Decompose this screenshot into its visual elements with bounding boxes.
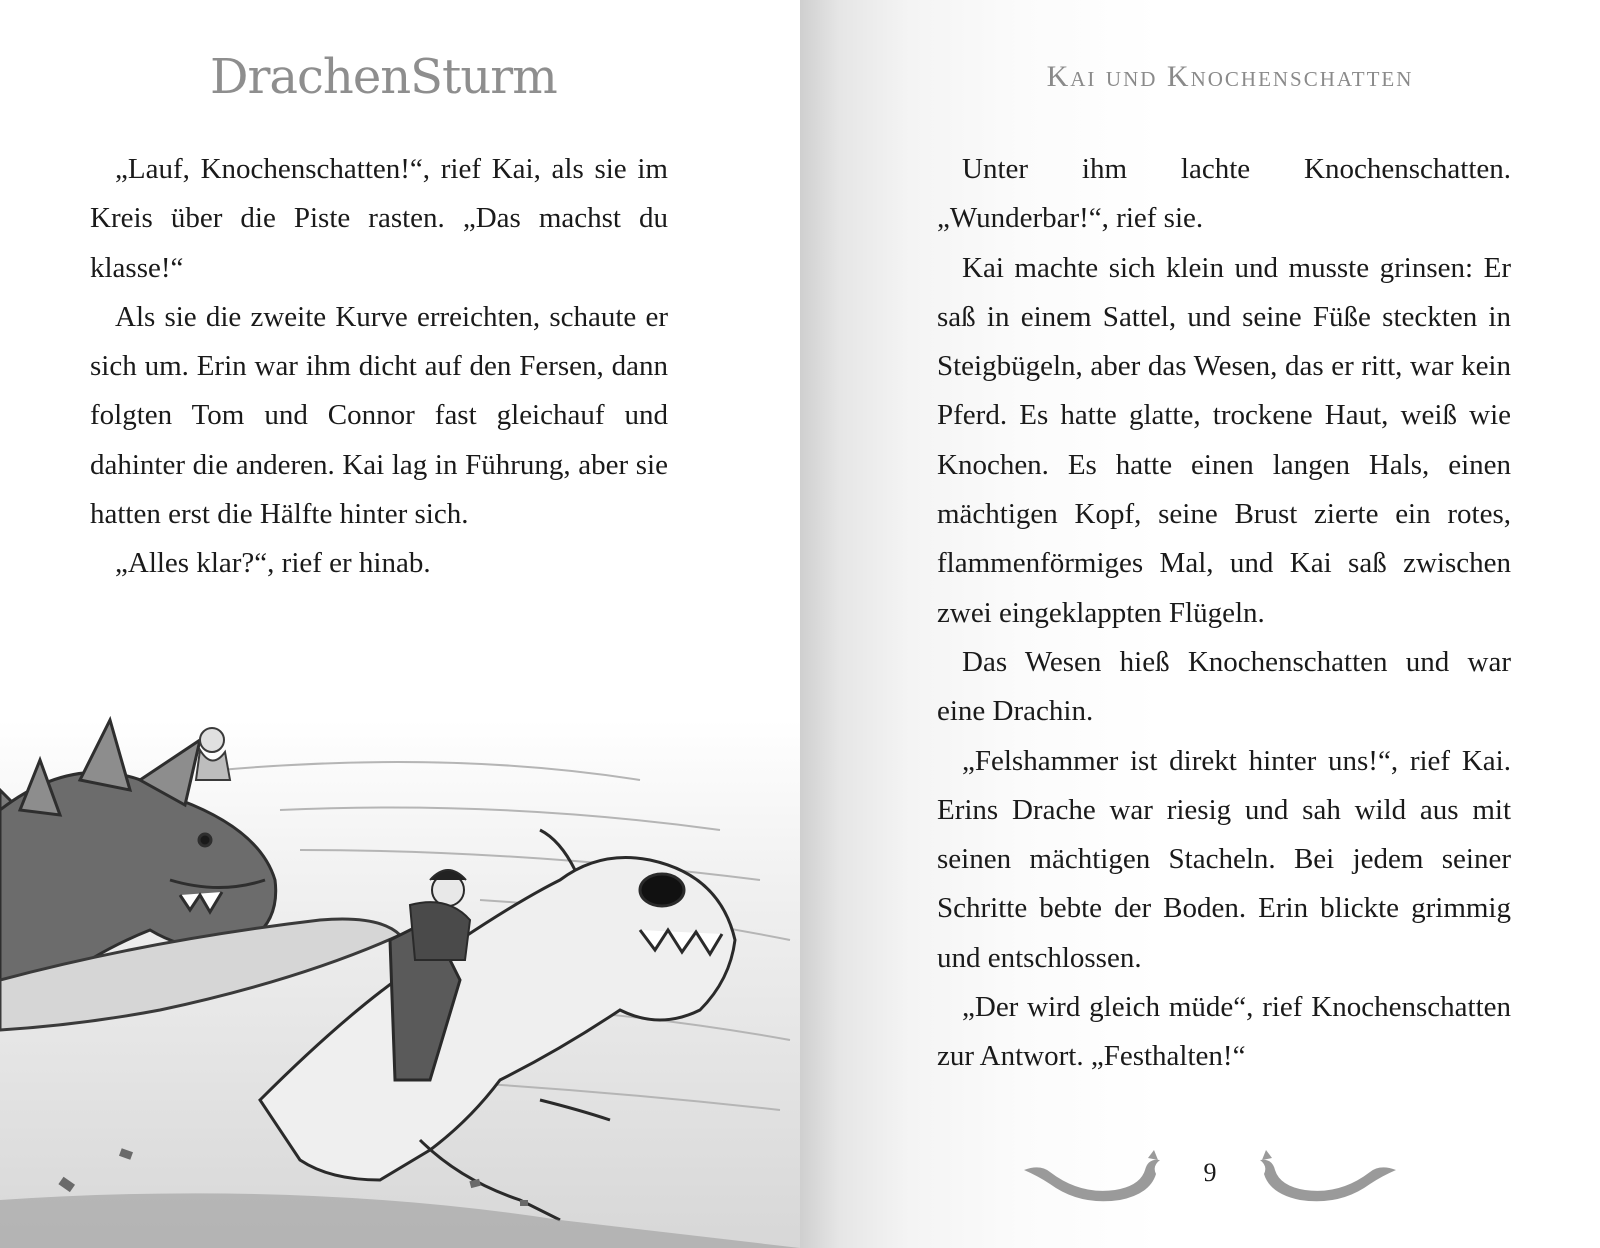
page-number: 9 [1203,1158,1217,1187]
right-page-text [937,145,1511,1082]
right-page [800,0,1600,1248]
paragraph: Kai machte sich klein und musste grinsen: Er saß in einem Sattel, und seine Füße steckten in Steigbügeln, aber das Wesen, das er ritt, war kein Pferd. Es hatte glatte, trockene Haut, weiß wie Knochen. Es hatte einen langen Hals, einen mächtigen Kopf, seine Brust zierte ein rotes, flammenförmiges Mal, und Kai saß zwischen zwei eingeklappten Flügeln. [937,251,1511,629]
dragon-race-illustration [0,680,800,1248]
paragraph: „Alles klar?“, rief er hinab. [115,547,431,580]
left-page-text [90,145,668,589]
paragraph: Als sie die zweite Kurve erreichten, schaute er sich um. Erin war ihm dicht auf den Fersen, dann folgten Tom und Connor fast gleichauf und dahinter die anderen. Kai lag in Führung, aber sie hatten erst die Hälfte hinter sich. [90,300,668,531]
paragraph: „Felshammer ist direkt hinter uns!“, rief Kai. Erins Drache war riesig und sah wild aus mit seinen mächtigen Stacheln. Bei jedem seiner Schritte bebte der Boden. Erin blickte grimmig und entschlossen. [937,744,1511,974]
series-logo: DrachenSturm [210,49,557,105]
paragraph: „Der wird gleich müde“, rief Knochenschatten zur Antwort. „Festhalten!“ [937,991,1511,1073]
dragon-ornament-icon [1250,1150,1400,1210]
dragon-ornament-icon [1020,1150,1170,1210]
paragraph: Unter ihm lachte Knochenschatten. „Wunderbar!“, rief sie. [937,153,1511,235]
chapter-title: Kai und Knochenschatten [1046,60,1414,93]
paragraph: Das Wesen hieß Knochenschatten und war eine Drachin. [937,645,1511,728]
paragraph: „Lauf, Knochenschatten!“, rief Kai, als sie im Kreis über die Piste rasten. „Das machst du klasse!“ [90,153,668,284]
page-footer [1020,1150,1400,1210]
